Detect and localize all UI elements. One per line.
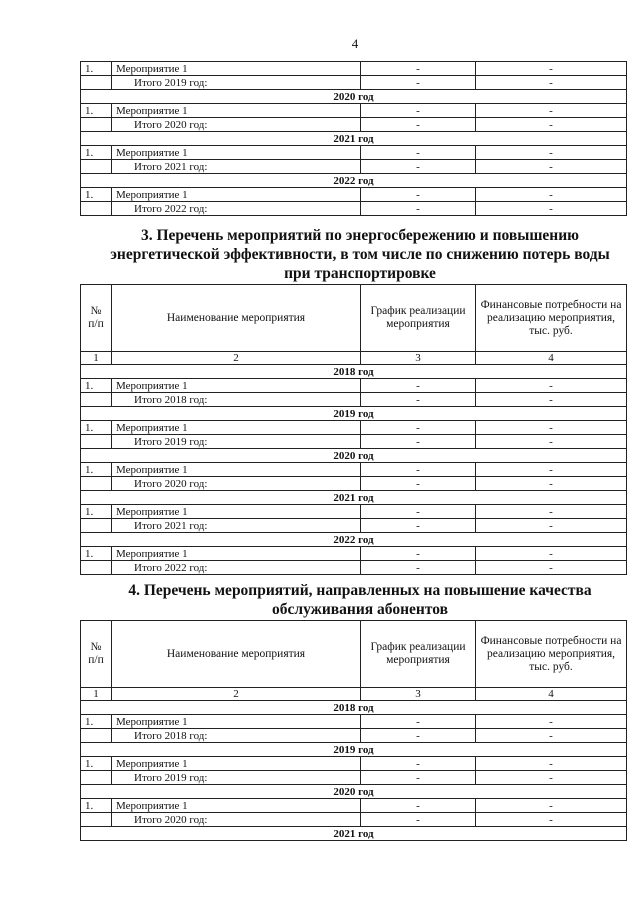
year-label: 2019 год	[81, 407, 627, 421]
year-label: 2021 год	[81, 132, 627, 146]
finance-cell: -	[476, 771, 627, 785]
section3-title-line: энергетической эффективности, в том числе по снижению потерь воды	[110, 246, 610, 263]
column-index: 4	[476, 688, 627, 701]
table-row	[81, 715, 627, 729]
page-number: 4	[351, 36, 359, 51]
schedule-cell: -	[361, 379, 476, 393]
header-row	[81, 621, 627, 688]
column-index: 3	[361, 352, 476, 365]
schedule-cell: -	[361, 118, 476, 132]
row-number: 1.	[81, 146, 112, 160]
row-number: 1.	[81, 379, 112, 393]
column-header: № п/п	[81, 285, 112, 352]
table-row	[81, 757, 627, 771]
column-index-row	[81, 688, 627, 701]
activity-name: Итого 2021 год:	[112, 160, 361, 174]
column-index-row	[81, 352, 627, 365]
schedule-cell: -	[361, 715, 476, 729]
section3-table	[80, 284, 627, 575]
finance-cell: -	[476, 729, 627, 743]
row-number	[81, 76, 112, 90]
schedule-cell: -	[361, 188, 476, 202]
column-index: 4	[476, 352, 627, 365]
finance-cell: -	[476, 757, 627, 771]
finance-cell: -	[476, 477, 627, 491]
year-row	[81, 449, 627, 463]
finance-cell: -	[476, 519, 627, 533]
year-row	[81, 90, 627, 104]
activity-name: Мероприятие 1	[112, 379, 361, 393]
section3-title-line: при транспортировке	[284, 265, 436, 282]
activity-name: Мероприятие 1	[112, 62, 361, 76]
schedule-cell: -	[361, 477, 476, 491]
top-table	[80, 61, 627, 216]
activity-name: Итого 2020 год:	[112, 477, 361, 491]
schedule-cell: -	[361, 519, 476, 533]
finance-cell: -	[476, 463, 627, 477]
activity-name: Мероприятие 1	[112, 463, 361, 477]
table-row	[81, 799, 627, 813]
finance-cell: -	[476, 118, 627, 132]
finance-cell: -	[476, 435, 627, 449]
column-index: 1	[81, 688, 112, 701]
finance-cell: -	[476, 202, 627, 216]
row-number	[81, 393, 112, 407]
row-number: 1.	[81, 188, 112, 202]
column-header: График реализации мероприятия	[361, 285, 476, 352]
activity-name: Итого 2022 год:	[112, 202, 361, 216]
activity-name: Мероприятие 1	[112, 104, 361, 118]
activity-name: Мероприятие 1	[112, 421, 361, 435]
year-label: 2020 год	[81, 449, 627, 463]
column-header: Наименование мероприятия	[112, 285, 361, 352]
schedule-cell: -	[361, 799, 476, 813]
activity-name: Мероприятие 1	[112, 505, 361, 519]
year-label: 2020 год	[81, 785, 627, 799]
year-label: 2018 год	[81, 365, 627, 379]
activity-name: Итого 2021 год:	[112, 519, 361, 533]
row-number: 1.	[81, 757, 112, 771]
finance-cell: -	[476, 715, 627, 729]
finance-cell: -	[476, 813, 627, 827]
finance-cell: -	[476, 561, 627, 575]
column-header: Финансовые потребности на реализацию мероприятия, тыс. руб.	[476, 285, 627, 352]
year-row	[81, 174, 627, 188]
finance-cell: -	[476, 547, 627, 561]
finance-cell: -	[476, 799, 627, 813]
schedule-cell: -	[361, 62, 476, 76]
row-number	[81, 477, 112, 491]
year-row	[81, 743, 627, 757]
activity-name: Итого 2019 год:	[112, 435, 361, 449]
header-row	[81, 285, 627, 352]
schedule-cell: -	[361, 202, 476, 216]
column-index: 3	[361, 688, 476, 701]
row-number	[81, 729, 112, 743]
row-number	[81, 561, 112, 575]
section4-table	[80, 620, 627, 841]
schedule-cell: -	[361, 76, 476, 90]
finance-cell: -	[476, 76, 627, 90]
total-row	[81, 118, 627, 132]
activity-name: Мероприятие 1	[112, 799, 361, 813]
schedule-cell: -	[361, 771, 476, 785]
row-number	[81, 435, 112, 449]
column-index: 2	[112, 688, 361, 701]
activity-name: Мероприятие 1	[112, 757, 361, 771]
schedule-cell: -	[361, 561, 476, 575]
activity-name: Итого 2022 год:	[112, 561, 361, 575]
row-number: 1.	[81, 104, 112, 118]
total-row	[81, 813, 627, 827]
finance-cell: -	[476, 505, 627, 519]
activity-name: Итого 2019 год:	[112, 771, 361, 785]
total-row	[81, 160, 627, 174]
table-row	[81, 188, 627, 202]
schedule-cell: -	[361, 505, 476, 519]
year-label: 2021 год	[81, 827, 627, 841]
table-row	[81, 62, 627, 76]
schedule-cell: -	[361, 463, 476, 477]
section4-title-line: 4. Перечень мероприятий, направленных на повышение качества	[128, 582, 592, 599]
table-row	[81, 146, 627, 160]
row-number: 1.	[81, 62, 112, 76]
column-header: № п/п	[81, 621, 112, 688]
table-row	[81, 379, 627, 393]
year-row	[81, 533, 627, 547]
finance-cell: -	[476, 160, 627, 174]
total-row	[81, 477, 627, 491]
year-label: 2020 год	[81, 90, 627, 104]
total-row	[81, 561, 627, 575]
total-row	[81, 729, 627, 743]
section3-title-line: 3. Перечень мероприятий по энергосбережению и повышению	[140, 227, 580, 244]
row-number	[81, 202, 112, 216]
column-header: График реализации мероприятия	[361, 621, 476, 688]
schedule-cell: -	[361, 421, 476, 435]
year-row	[81, 785, 627, 799]
row-number	[81, 519, 112, 533]
row-number: 1.	[81, 547, 112, 561]
total-row	[81, 435, 627, 449]
total-row	[81, 393, 627, 407]
table-row	[81, 505, 627, 519]
schedule-cell: -	[361, 757, 476, 771]
activity-name: Мероприятие 1	[112, 188, 361, 202]
activity-name: Мероприятие 1	[112, 715, 361, 729]
finance-cell: -	[476, 379, 627, 393]
finance-cell: -	[476, 421, 627, 435]
finance-cell: -	[476, 62, 627, 76]
finance-cell: -	[476, 104, 627, 118]
year-label: 2021 год	[81, 491, 627, 505]
row-number: 1.	[81, 799, 112, 813]
schedule-cell: -	[361, 435, 476, 449]
year-row	[81, 701, 627, 715]
activity-name: Итого 2020 год:	[112, 813, 361, 827]
section3-title	[80, 226, 640, 283]
finance-cell: -	[476, 188, 627, 202]
column-header: Наименование мероприятия	[112, 621, 361, 688]
activity-name: Итого 2018 год:	[112, 729, 361, 743]
row-number	[81, 771, 112, 785]
row-number	[81, 813, 112, 827]
schedule-cell: -	[361, 104, 476, 118]
column-index: 2	[112, 352, 361, 365]
activity-name: Мероприятие 1	[112, 547, 361, 561]
year-row	[81, 132, 627, 146]
row-number: 1.	[81, 463, 112, 477]
column-header: Финансовые потребности на реализацию мероприятия, тыс. руб.	[476, 621, 627, 688]
schedule-cell: -	[361, 729, 476, 743]
year-row	[81, 491, 627, 505]
year-row	[81, 365, 627, 379]
schedule-cell: -	[361, 547, 476, 561]
total-row	[81, 76, 627, 90]
total-row	[81, 519, 627, 533]
activity-name: Итого 2018 год:	[112, 393, 361, 407]
year-label: 2018 год	[81, 701, 627, 715]
activity-name: Итого 2020 год:	[112, 118, 361, 132]
total-row	[81, 771, 627, 785]
schedule-cell: -	[361, 393, 476, 407]
finance-cell: -	[476, 146, 627, 160]
schedule-cell: -	[361, 813, 476, 827]
section4-title-line: обслуживания абонентов	[272, 601, 448, 618]
year-label: 2022 год	[81, 174, 627, 188]
row-number: 1.	[81, 715, 112, 729]
finance-cell: -	[476, 393, 627, 407]
table-row	[81, 463, 627, 477]
column-index: 1	[81, 352, 112, 365]
year-row	[81, 827, 627, 841]
row-number	[81, 160, 112, 174]
table-row	[81, 547, 627, 561]
schedule-cell: -	[361, 160, 476, 174]
year-row	[81, 407, 627, 421]
year-label: 2019 год	[81, 743, 627, 757]
year-label: 2022 год	[81, 533, 627, 547]
table-row	[81, 421, 627, 435]
schedule-cell: -	[361, 146, 476, 160]
total-row	[81, 202, 627, 216]
row-number: 1.	[81, 505, 112, 519]
section4-title	[80, 581, 640, 619]
row-number	[81, 118, 112, 132]
activity-name: Итого 2019 год:	[112, 76, 361, 90]
table-row	[81, 104, 627, 118]
row-number: 1.	[81, 421, 112, 435]
activity-name: Мероприятие 1	[112, 146, 361, 160]
